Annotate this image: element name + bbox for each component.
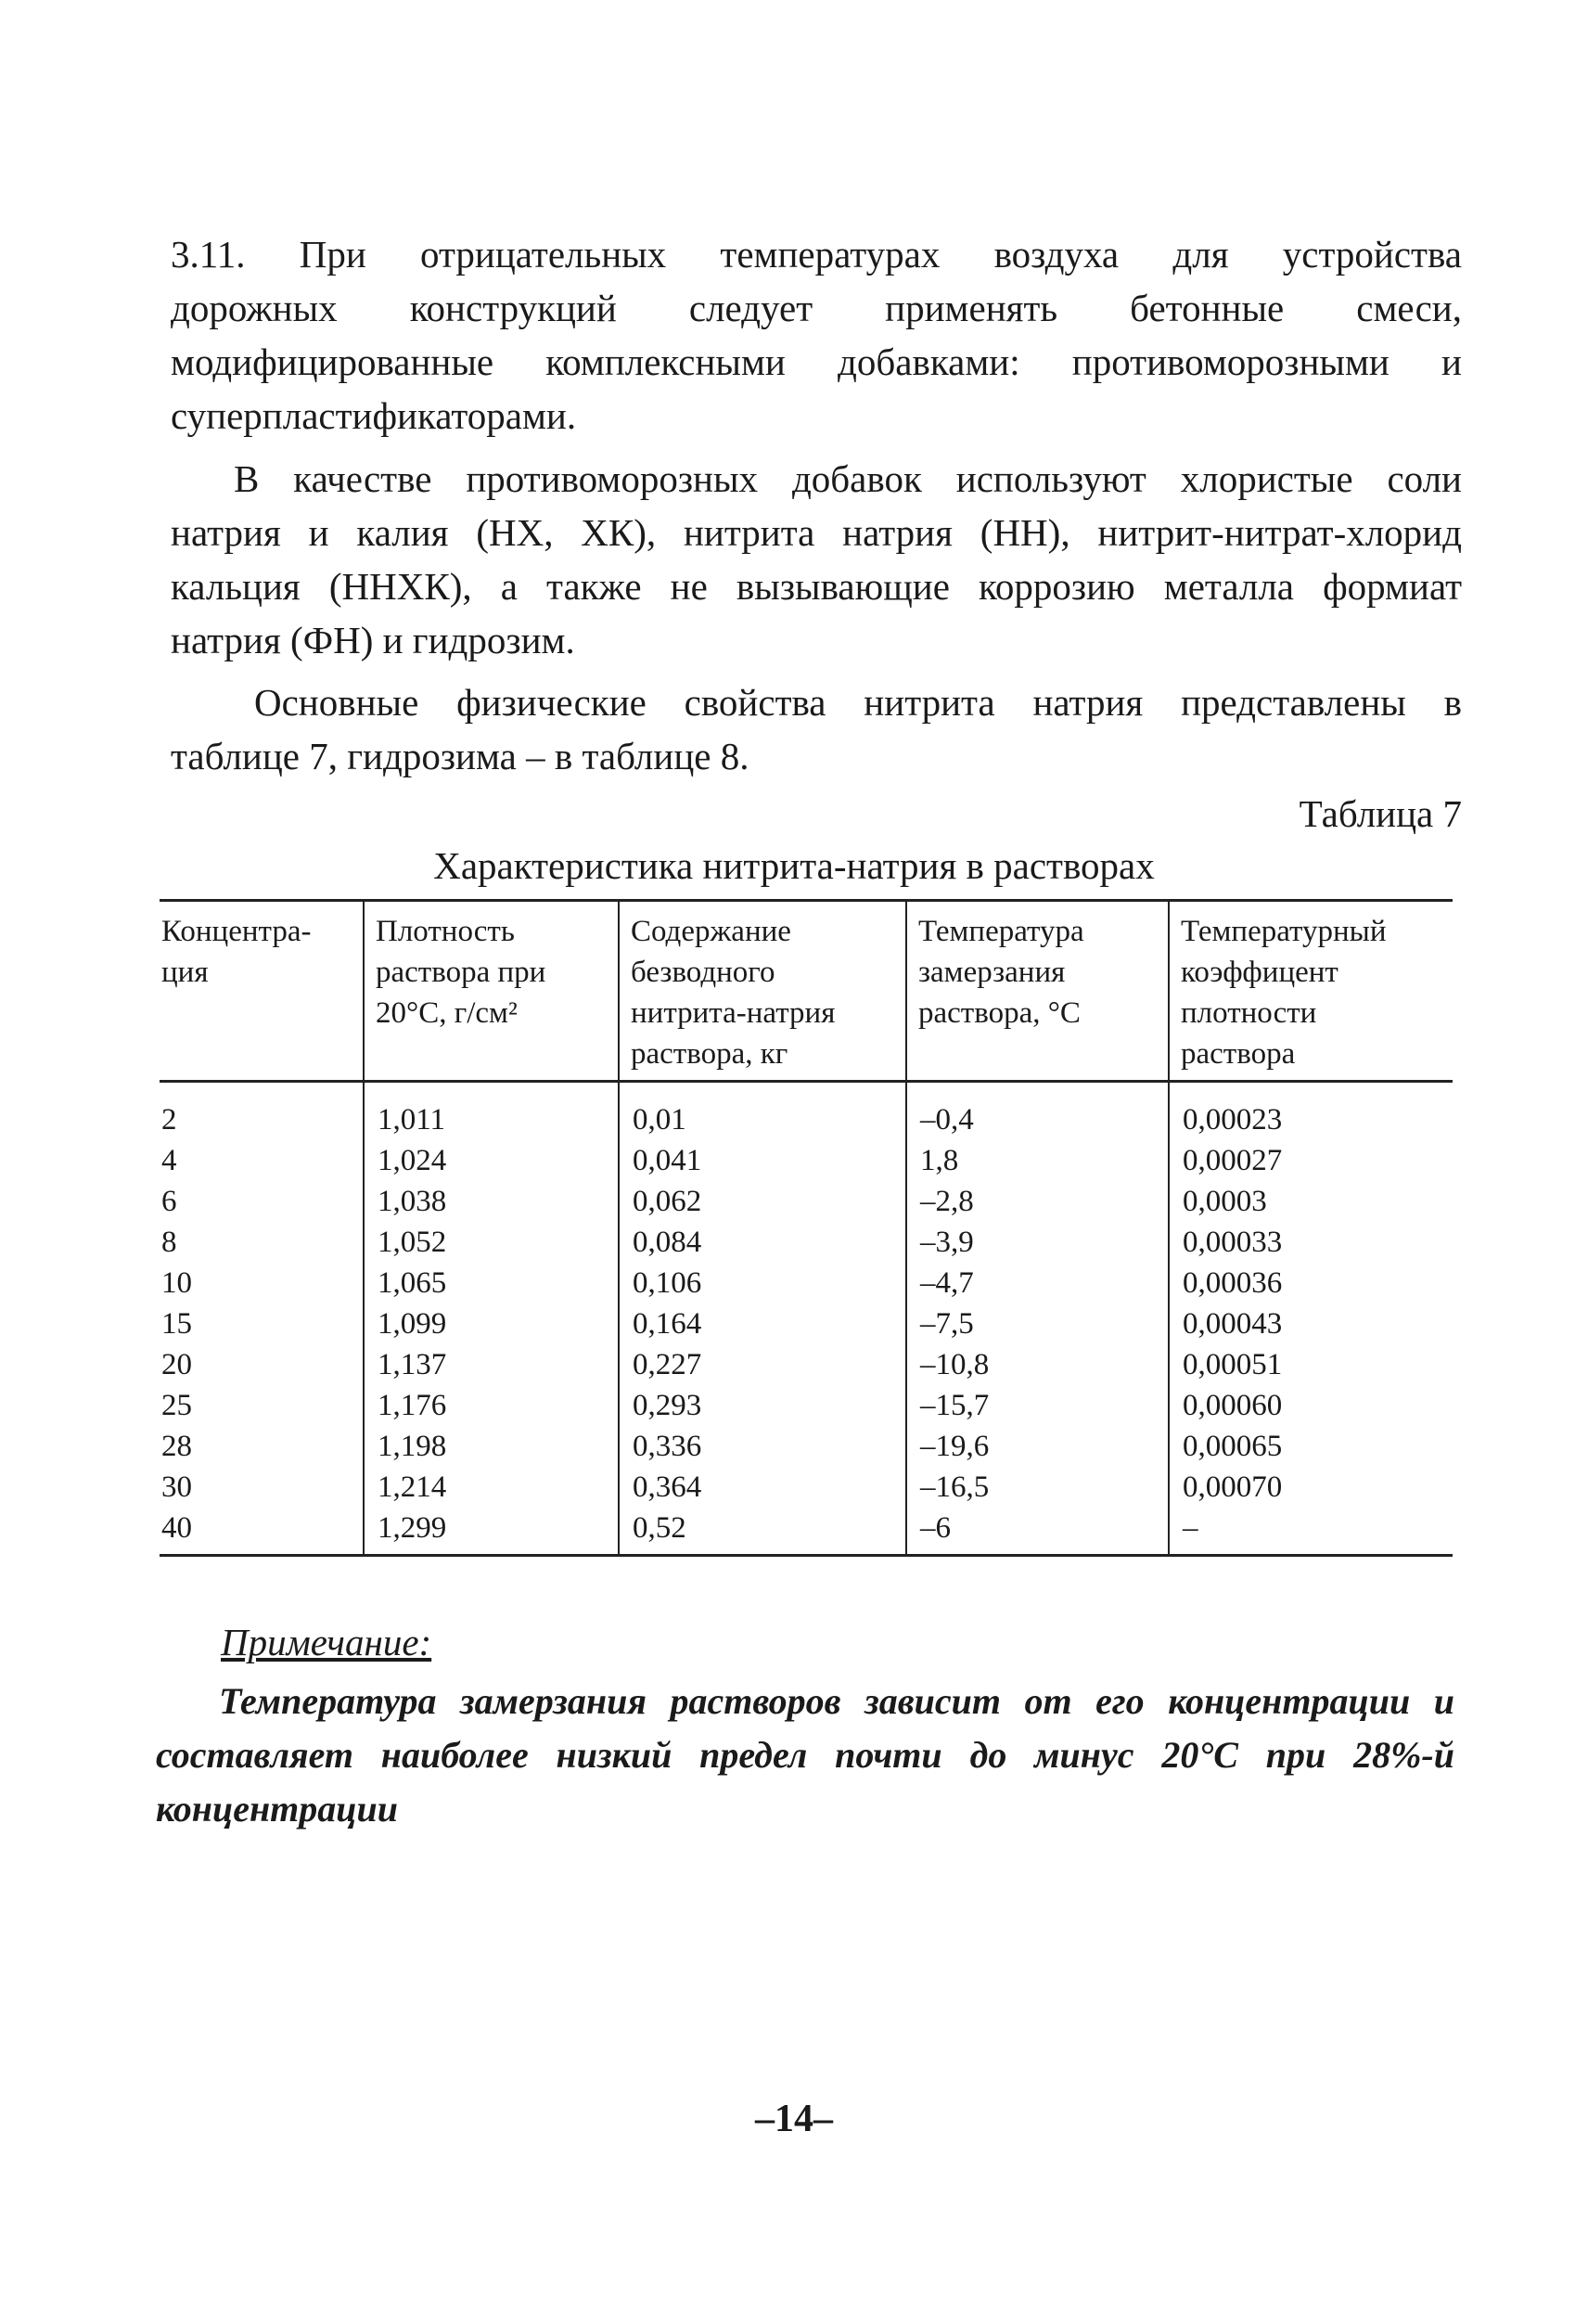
- table-cell: 0,00023: [1169, 1082, 1453, 1141]
- table-cell: 1,052: [364, 1222, 619, 1263]
- table-cell: 0,227: [619, 1344, 906, 1385]
- table-cell: 0,00060: [1169, 1385, 1453, 1426]
- text-line: дорожных конструкций следует применять бетонные смеси,: [171, 287, 1462, 329]
- table-cell: 1,038: [364, 1181, 619, 1222]
- table-row: [160, 1426, 1453, 1467]
- table-cell: 1,099: [364, 1303, 619, 1344]
- table-cell: 0,00036: [1169, 1263, 1453, 1303]
- table-cell: 1,214: [364, 1467, 619, 1508]
- table-cell: 0,164: [619, 1303, 906, 1344]
- table-cell: 30: [161, 1470, 192, 1504]
- table-cell: 0,01: [619, 1082, 906, 1141]
- table-cell: 0,00027: [1169, 1140, 1453, 1181]
- table-cell: 1,198: [364, 1426, 619, 1467]
- paragraph-additives: [171, 452, 1462, 667]
- table-row: [160, 1303, 1453, 1344]
- header-anhydrous-content: Содержание безводного нитрита-натрия раствора, кг: [619, 901, 906, 1082]
- text-line: натрия и калия (НХ, ХК), нитрита натрия (НН), нитрит-нитрат-хлорид: [171, 511, 1462, 554]
- table-cell: 15: [161, 1307, 192, 1341]
- table-cell: –2,8: [906, 1181, 1169, 1222]
- table-cell: 0,00033: [1169, 1222, 1453, 1263]
- table-cell: 10: [161, 1266, 192, 1300]
- table-row: [160, 1181, 1453, 1222]
- table-cell: 0,00070: [1169, 1467, 1453, 1508]
- table-title: Характеристика нитрита-натрия в растворах: [433, 844, 1155, 887]
- text-line: модифицированные комплексными добавками: противоморозными и: [171, 340, 1462, 383]
- table-cell: 1,024: [364, 1140, 619, 1181]
- header-freezing-temperature: Температура замерзания раствора, °С: [906, 901, 1169, 1082]
- table-header-row: [160, 901, 1453, 1082]
- text-line: Основные физические свойства нитрита натрия представлены в: [254, 681, 1462, 724]
- text-line: 3.11. При отрицательных температурах воздуха для устройства: [171, 233, 1462, 276]
- table-row: [160, 1467, 1453, 1508]
- table-cell: 0,062: [619, 1181, 906, 1222]
- table-cell: –: [1169, 1508, 1453, 1556]
- text-line: составляет наиболее низкий предел почти до минус 20°С при 28%-й: [156, 1734, 1454, 1776]
- nitrite-table: [160, 899, 1453, 1557]
- table-cell: –4,7: [906, 1263, 1169, 1303]
- table-cell: 20: [161, 1348, 192, 1381]
- text-line: концентрации: [156, 1788, 399, 1830]
- table-cell: 1,137: [364, 1344, 619, 1385]
- table-row: [160, 1385, 1453, 1426]
- table-cell: 0,52: [619, 1508, 906, 1556]
- table-cell: –10,8: [906, 1344, 1169, 1385]
- table-cell: 40: [160, 1508, 364, 1556]
- table-row: [160, 1344, 1453, 1385]
- text-line: натрия (ФН) и гидрозим.: [171, 619, 575, 661]
- table-cell: –16,5: [906, 1467, 1169, 1508]
- text-line: В качестве противоморозных добавок используют хлористые соли: [234, 457, 1462, 500]
- table-cell: 8: [161, 1226, 177, 1259]
- table-row: [160, 1222, 1453, 1263]
- table-row: [160, 1140, 1453, 1181]
- header-concentration: Концентра- ция: [160, 901, 364, 1082]
- table-cell: 6: [161, 1185, 177, 1218]
- table-cell: 0,293: [619, 1385, 906, 1426]
- text-line: кальция (ННХК), а также не вызывающие коррозию металла формиат: [171, 565, 1462, 608]
- table-cell: 0,00051: [1169, 1344, 1453, 1385]
- table-cell: –7,5: [906, 1303, 1169, 1344]
- note-title: Примечание:: [221, 1621, 432, 1663]
- table-row: [160, 1263, 1453, 1303]
- text-line: суперпластификаторами.: [171, 394, 577, 437]
- table-cell: 0,041: [619, 1140, 906, 1181]
- table-cell: –19,6: [906, 1426, 1169, 1467]
- page-number: –14–: [755, 2098, 833, 2140]
- table-cell: 0,336: [619, 1426, 906, 1467]
- table-label: Таблица 7: [1299, 792, 1462, 835]
- table-cell: 28: [161, 1430, 192, 1463]
- text-line: таблице 7, гидрозима – в таблице 8.: [171, 735, 749, 777]
- table-cell: 0,364: [619, 1467, 906, 1508]
- table-cell: 0,00043: [1169, 1303, 1453, 1344]
- table-cell: 2: [161, 1103, 177, 1136]
- table-cell: 4: [161, 1144, 177, 1177]
- table-row: [160, 1508, 1453, 1556]
- header-density: Плотность раствора при 20°С, г/см²: [364, 901, 619, 1082]
- table-cell: 1,299: [364, 1508, 619, 1556]
- table-cell: –0,4: [906, 1082, 1169, 1141]
- table-cell: 1,176: [364, 1385, 619, 1426]
- table-cell: 0,106: [619, 1263, 906, 1303]
- table-cell: 1,065: [364, 1263, 619, 1303]
- table-row: [160, 1082, 1453, 1141]
- table-cell: 1,011: [364, 1082, 619, 1141]
- table-cell: 25: [161, 1389, 192, 1422]
- table-cell: 1,8: [906, 1140, 1169, 1181]
- table-cell: 0,00065: [1169, 1426, 1453, 1467]
- note-text: [156, 1675, 1454, 1836]
- table-cell: –15,7: [906, 1385, 1169, 1426]
- table-cell: –3,9: [906, 1222, 1169, 1263]
- table-cell: –6: [906, 1508, 1169, 1556]
- paragraph-properties: [171, 675, 1462, 783]
- header-temperature-coefficient: Температурный коэффицент плотности раствора: [1169, 901, 1453, 1082]
- paragraph-3-11: [171, 227, 1462, 443]
- text-line: Температура замерзания растворов зависит от его концентрации и: [219, 1680, 1454, 1722]
- table-cell: 0,0003: [1169, 1181, 1453, 1222]
- table-cell: 0,084: [619, 1222, 906, 1263]
